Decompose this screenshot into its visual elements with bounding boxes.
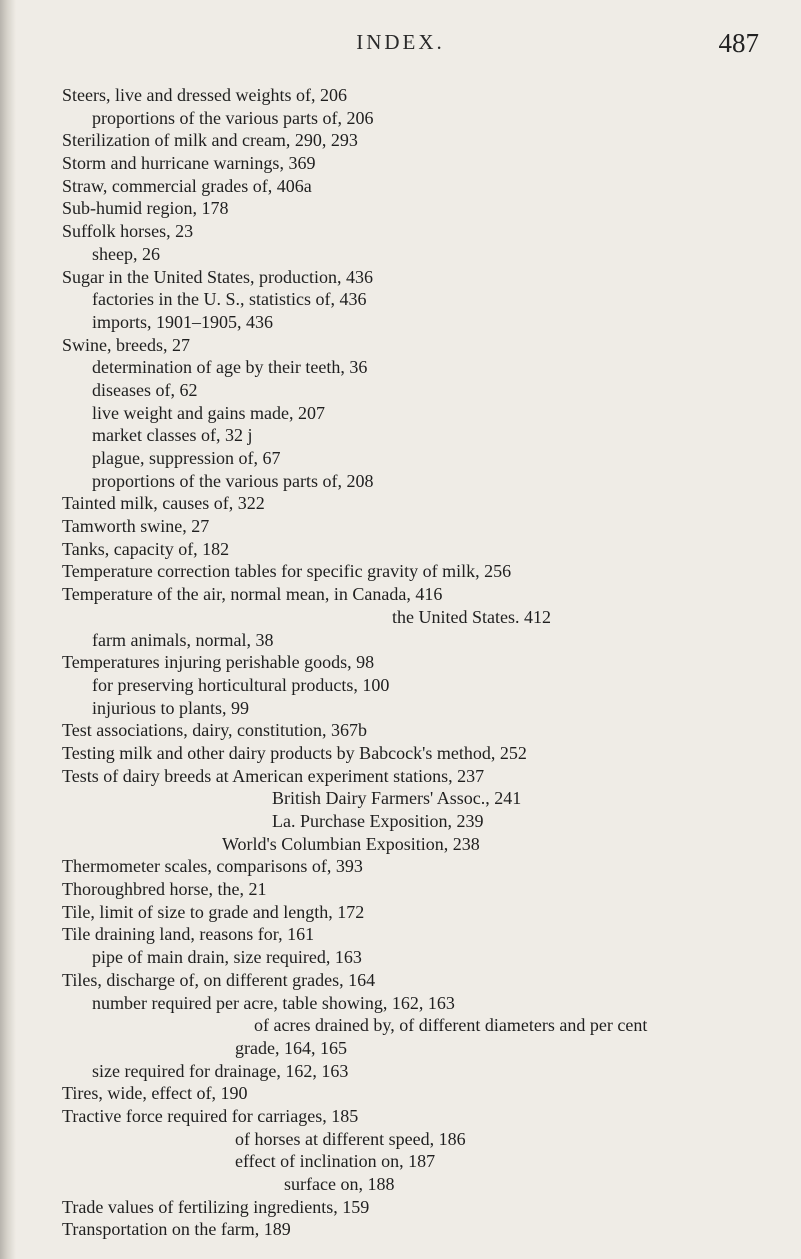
index-entry: Tile draining land, reasons for, 161 — [62, 924, 315, 945]
index-subentry: World's Columbian Exposition, 238 — [222, 833, 480, 854]
index-subentry: effect of inclination on, 187 — [235, 1151, 436, 1172]
index-entry: Sugar in the United States, production, 436 — [62, 266, 373, 287]
index-entry: Steers, live and dressed weights of, 206 — [62, 85, 347, 105]
binding-edge-shadow — [0, 0, 16, 1259]
index-entry: Storm and hurricane warnings, 369 — [62, 153, 316, 174]
index-subentry: surface on, 188 — [284, 1174, 395, 1194]
index-subentry: La. Purchase Exposition, 239 — [272, 811, 484, 831]
index-subentry: the United States. 412 — [392, 606, 551, 627]
index-subentry: diseases of, 62 — [92, 379, 198, 400]
index-entry: Tests of dairy breeds at American experiment stations, 237 — [62, 765, 485, 786]
index-subentry: live weight and gains made, 207 — [92, 402, 325, 423]
index-entry: Trade values of fertilizing ingredients, 159 — [62, 1196, 370, 1217]
index-entry: Tanks, capacity of, 182 — [62, 538, 230, 559]
index-entry: Tires, wide, effect of, 190 — [62, 1083, 248, 1104]
index-subentry: of acres drained by, of different diameters and per cent — [254, 1015, 648, 1036]
index-subentry: plague, suppression of, 67 — [92, 448, 281, 468]
index-subentry: pipe of main drain, size required, 163 — [92, 947, 362, 968]
index-entry: Temperature of the air, normal mean, in Canada, 416 — [62, 584, 443, 605]
index-entry: Thermometer scales, comparisons of, 393 — [62, 856, 363, 877]
index-subentry: proportions of the various parts of, 206 — [92, 107, 374, 128]
index-subentry: British Dairy Farmers' Assoc., 241 — [272, 788, 522, 809]
index-subentry: grade, 164, 165 — [235, 1037, 347, 1058]
index-subentry: determination of age by their teeth, 36 — [92, 357, 368, 378]
index-entry: Testing milk and other dairy products by Babcock's method, 252 — [62, 742, 527, 763]
index-entry: Tractive force required for carriages, 185 — [62, 1105, 359, 1126]
index-subentry: proportions of the various parts of, 208 — [92, 470, 374, 491]
index-entry: Sub-humid region, 178 — [62, 198, 229, 219]
index-entry: Thoroughbred horse, the, 21 — [62, 879, 267, 900]
index-entry: Tainted milk, causes of, 322 — [62, 493, 265, 514]
index-entry: Test associations, dairy, constitution, 367b — [62, 720, 368, 741]
index-entry-list — [62, 84, 792, 1241]
index-subentry: size required for drainage, 162, 163 — [92, 1060, 349, 1081]
index-entry: Temperature correction tables for specific gravity of milk, 256 — [62, 561, 512, 582]
index-entry: Tile, limit of size to grade and length, 172 — [62, 901, 365, 922]
index-entry: Tamworth swine, 27 — [62, 516, 210, 537]
index-subentry: imports, 1901–1905, 436 — [92, 311, 274, 332]
index-entry: Suffolk horses, 23 — [62, 221, 194, 242]
index-subentry: factories in the U. S., statistics of, 436 — [92, 289, 367, 310]
index-entry: Sterilization of milk and cream, 290, 293 — [62, 130, 358, 151]
index-subentry: of horses at different speed, 186 — [235, 1128, 466, 1149]
index-subentry: injurious to plants, 99 — [92, 697, 249, 718]
page-number: 487 — [718, 28, 759, 58]
index-subentry: market classes of, 32 j — [92, 425, 253, 446]
index-entry: Tiles, discharge of, on different grades, 164 — [62, 969, 376, 990]
index-entry: Transportation on the farm, 189 — [62, 1219, 291, 1240]
page-header-title: INDEX. — [356, 30, 445, 54]
index-subentry: sheep, 26 — [92, 243, 160, 264]
index-subentry: for preserving horticultural products, 100 — [92, 674, 390, 695]
index-entry: Temperatures injuring perishable goods, 98 — [62, 652, 375, 673]
index-entry: Swine, breeds, 27 — [62, 334, 190, 355]
index-subentry: number required per acre, table showing, 162, 163 — [92, 992, 455, 1013]
index-entry: Straw, commercial grades of, 406a — [62, 175, 312, 196]
index-subentry: farm animals, normal, 38 — [92, 629, 274, 650]
